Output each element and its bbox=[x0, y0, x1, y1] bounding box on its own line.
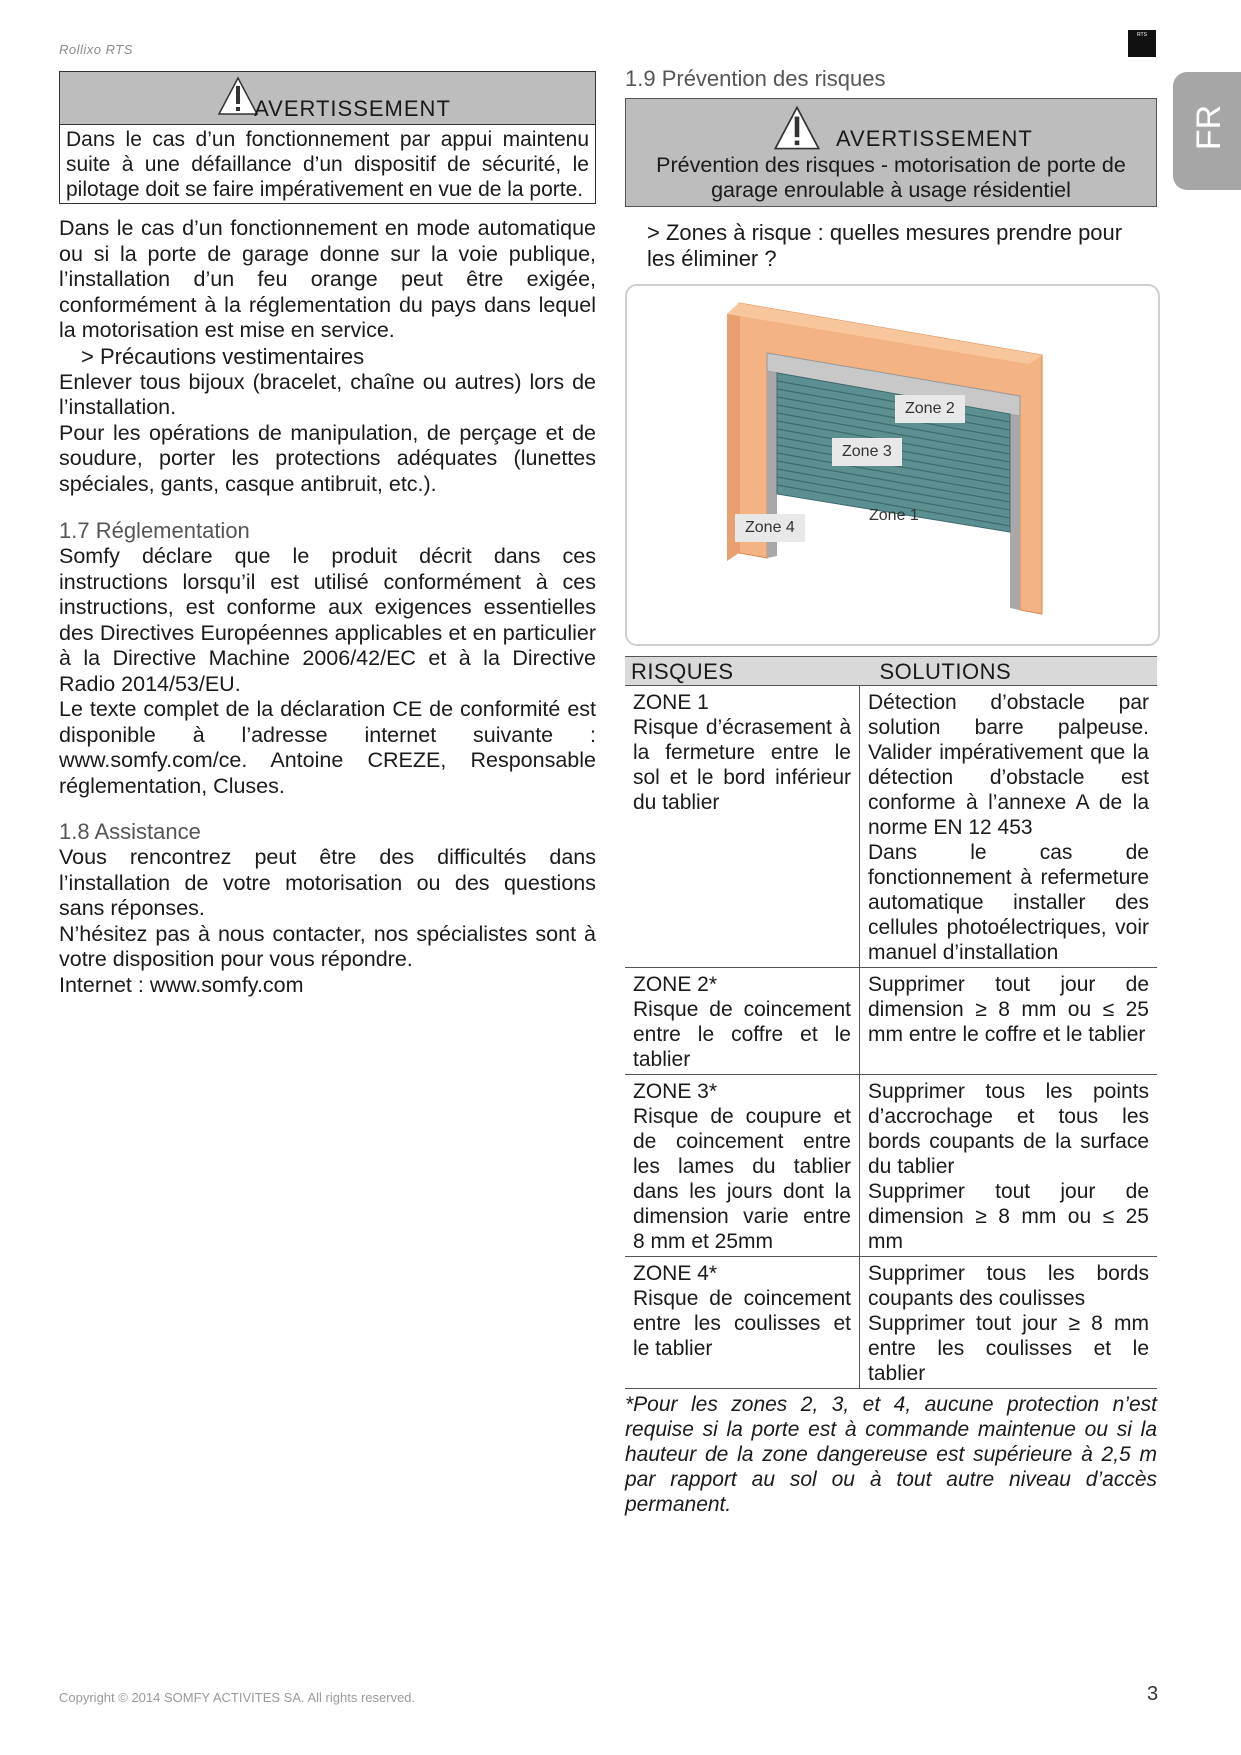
table-row bbox=[625, 968, 1157, 1075]
zone-4-label: Zone 4 bbox=[735, 514, 805, 542]
zone-name: ZONE 2* bbox=[633, 973, 718, 996]
column-header-solutions: SOLUTIONS bbox=[860, 657, 1158, 686]
column-header-risks: RISQUES bbox=[625, 657, 860, 686]
bullet-clothing-precautions: > Précautions vestimentaires bbox=[81, 343, 365, 369]
left-column bbox=[59, 71, 596, 998]
paragraph-assistance-1: Vous rencontrez peut être des difficultés dans l’installation de votre motorisation ou des questions sans réponses. bbox=[59, 845, 596, 920]
right-column bbox=[625, 66, 1157, 1517]
section-heading-regulation: 1.7 Réglementation bbox=[59, 518, 250, 543]
paragraph-protection: Pour les opérations de manipulation, de perçage et de soudure, porter les protections adéquates (lunettes spéciales, gants, casque antibruit, etc.). bbox=[59, 420, 596, 496]
risk-warning-box bbox=[625, 98, 1157, 207]
solution-text: Supprimer tous les points d’accrochage et tous les bords coupants de la surface du tablier bbox=[868, 1080, 1149, 1178]
zone-1-label: Zone 1 bbox=[869, 507, 919, 524]
solution-text: Supprimer tout jour de dimension ≥ 8 mm ou ≤ 25 mm bbox=[868, 1180, 1149, 1253]
table-footnote: *Pour les zones 2, 3, et 4, aucune protection n’est requise si la porte est à commande maintenue ou si la hauteur de la zone dangereuse est supérieure à 2,5 m par rapport au sol ou à tout autre niveau d’accès permanent. bbox=[625, 1393, 1157, 1516]
bullet-risk-zones-text: > Zones à risque : quelles mesures prendre pour les éliminer ? bbox=[647, 220, 1123, 271]
document-title: Rollixo RTS bbox=[59, 42, 133, 57]
table-row bbox=[625, 686, 1157, 968]
zone-3-label: Zone 3 bbox=[832, 438, 902, 466]
garage-door-figure bbox=[625, 284, 1160, 646]
rts-logo: RTS bbox=[1128, 30, 1156, 57]
solution-text: Supprimer tout jour ≥ 8 mm entre les coulisses et le tablier bbox=[868, 1312, 1149, 1385]
section-heading-risk-prevention: 1.9 Prévention des risques bbox=[625, 66, 886, 91]
paragraph-assistance-internet: Internet : www.somfy.com bbox=[59, 972, 304, 997]
paragraph-regulation-1: Somfy déclare que le produit décrit dans ces instructions lorsqu’il est utilisé conformément à ces instructions, est conforme aux exigences essentielles des Directives Européennes applicables et en particulier à la Directive Machine 2006/42/EC et à la Directive Radio 2014/53/EU. bbox=[59, 544, 596, 696]
solution-text: Détection d’obstacle par solution barre palpeuse. Valider impérativement que la détection d’obstacle est conforme à l’annexe A de la norme EN 12 453 bbox=[868, 691, 1149, 839]
copyright-notice: Copyright © 2014 SOMFY ACTIVITES SA. All rights reserved. bbox=[59, 1690, 416, 1705]
warning-triangle-icon bbox=[773, 105, 821, 151]
solution-text: Supprimer tous les bords coupants des coulisses bbox=[868, 1262, 1149, 1310]
section-heading-assistance: 1.8 Assistance bbox=[59, 819, 201, 844]
risk-description: Risque d’écrasement à la fermeture entre le sol et le bord inférieur du tablier bbox=[633, 716, 851, 814]
bullet-risk-zones bbox=[625, 220, 1157, 272]
risk-warning-title: AVERTISSEMENT bbox=[836, 126, 1033, 151]
paragraph-jewelry: Enlever tous bijoux (bracelet, chaîne ou autres) lors de l’installation. bbox=[59, 369, 596, 419]
zone-name: ZONE 1 bbox=[633, 691, 709, 714]
risk-table bbox=[625, 656, 1157, 1389]
risk-description: Risque de coincement entre le coffre et le tablier bbox=[633, 998, 851, 1071]
warning-text: Dans le cas d’un fonctionnement par appui maintenu suite à une défaillance d’un dispositif de sécurité, le pilotage doit se faire impérativement en vue de la porte. bbox=[66, 128, 589, 201]
warning-box bbox=[59, 71, 596, 204]
zone-2-label: Zone 2 bbox=[895, 395, 965, 423]
table-row bbox=[625, 1257, 1157, 1389]
paragraph-regulation-2: Le texte complet de la déclaration CE de conformité est disponible à l’adresse internet suivante : www.somfy.com/ce. Antoine CREZE, Responsable réglementation, Cluses. bbox=[59, 697, 596, 798]
paragraph-automatic-mode: Dans le cas d’un fonctionnement en mode automatique ou si la porte de garage donne sur la voie publique, l’installation d’un feu orange peut être exigée, conformément à la réglementation du pays dans lequel la motorisation est mise en service. bbox=[59, 216, 596, 342]
table-row bbox=[625, 1075, 1157, 1257]
risk-description: Risque de coupure et de coincement entre les lames du tablier dans les jours dont la dimension varie entre 8 mm et 25mm bbox=[633, 1105, 851, 1253]
language-tab: FR bbox=[1173, 72, 1241, 190]
solution-text: Dans le cas de fonctionnement à refermeture automatique installer des cellules photoélectriques, voir manuel d’installation bbox=[868, 841, 1149, 964]
risk-warning-text: Prévention des risques - motorisation de porte de garage enroulable à usage résidentiel bbox=[656, 153, 1126, 202]
zone-name: ZONE 3* bbox=[633, 1080, 718, 1103]
warning-title: AVERTISSEMENT bbox=[254, 96, 451, 121]
risk-description: Risque de coincement entre les coulisses et le tablier bbox=[633, 1287, 851, 1360]
paragraph-assistance-2: N’hésitez pas à nous contacter, nos spécialistes sont à votre disposition pour vous répondre. bbox=[59, 921, 596, 971]
solution-text: Supprimer tout jour de dimension ≥ 8 mm ou ≤ 25 mm entre le coffre et le tablier bbox=[868, 973, 1149, 1046]
zone-name: ZONE 4* bbox=[633, 1262, 718, 1285]
page-number: 3 bbox=[1147, 1683, 1159, 1705]
